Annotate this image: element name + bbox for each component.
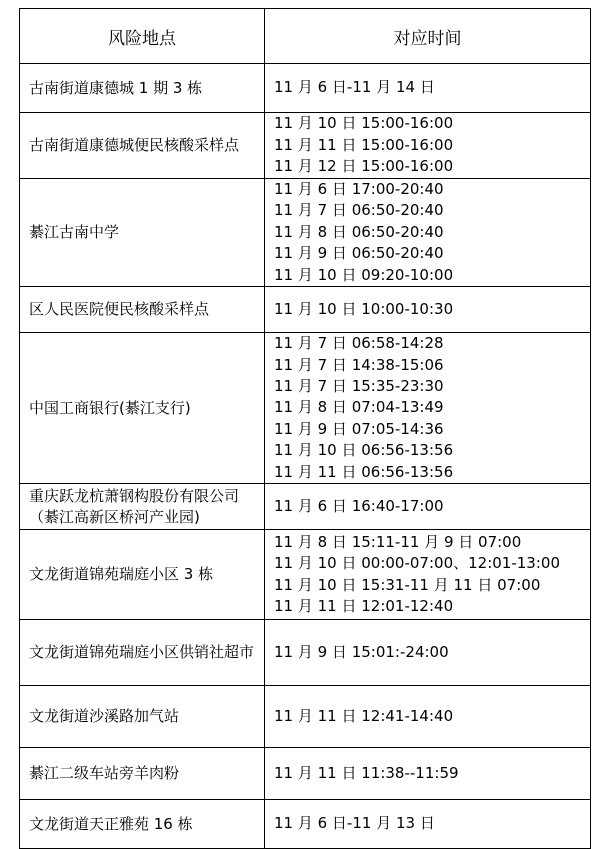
table-row xyxy=(20,686,591,748)
time-entry: 11 月 9 日 15:01:-24:00 xyxy=(274,642,449,661)
header-time: 对应时间 xyxy=(265,9,591,64)
risk-times xyxy=(265,333,591,484)
time-entry: 11 月 6 日-11 月 13 日 xyxy=(274,814,435,833)
risk-place: 重庆跃龙杭萧钢构股份有限公司（綦江高新区桥河产业园) xyxy=(20,484,265,530)
risk-times xyxy=(265,64,591,113)
time-entry: 11 月 11 日 11:38--11:59 xyxy=(274,763,459,782)
time-entry: 11 月 10 日 09:20-10:00 xyxy=(274,265,454,284)
time-entry: 11 月 8 日 15:11-11 月 9 日 07:00 xyxy=(274,532,522,551)
risk-place: 文龙街道锦苑瑞庭小区供销社超市 xyxy=(20,620,265,686)
table-row xyxy=(20,620,591,686)
time-entry: 11 月 8 日 07:04-13:49 xyxy=(274,398,444,417)
time-entry: 11 月 10 日 10:00-10:30 xyxy=(274,299,454,318)
risk-times xyxy=(265,686,591,748)
time-entry: 11 月 7 日 06:58-14:28 xyxy=(274,334,444,353)
header-place: 风险地点 xyxy=(20,9,265,64)
risk-times xyxy=(265,748,591,800)
risk-times xyxy=(265,113,591,179)
risk-place: 文龙街道沙溪路加气站 xyxy=(20,686,265,748)
risk-times xyxy=(265,179,591,287)
risk-times xyxy=(265,620,591,686)
table-row xyxy=(20,64,591,113)
time-entry: 11 月 7 日 06:50-20:40 xyxy=(274,201,444,220)
time-entry: 11 月 11 日 12:41-14:40 xyxy=(274,706,454,725)
time-entry: 11 月 7 日 15:35-23:30 xyxy=(274,376,444,395)
table-row xyxy=(20,530,591,620)
risk-place: 古南街道康德城便民核酸采样点 xyxy=(20,113,265,179)
time-entry: 11 月 6 日 17:00-20:40 xyxy=(274,180,444,198)
time-entry: 11 月 11 日 12:01-12:40 xyxy=(274,596,454,615)
risk-locations-table xyxy=(19,8,591,849)
risk-place: 綦江二级车站旁羊肉粉 xyxy=(20,748,265,800)
risk-times xyxy=(265,800,591,849)
risk-times xyxy=(265,287,591,333)
time-entry: 11 月 6 日 16:40-17:00 xyxy=(274,496,444,515)
time-entry: 11 月 10 日 15:00-16:00 xyxy=(274,114,454,133)
risk-place: 区人民医院便民核酸采样点 xyxy=(20,287,265,333)
time-entry: 11 月 6 日-11 月 14 日 xyxy=(274,78,435,97)
time-entry: 11 月 10 日 00:00-07:00、12:01-13:00 xyxy=(274,554,560,573)
table-row xyxy=(20,113,591,179)
table-row xyxy=(20,800,591,849)
table-row xyxy=(20,179,591,287)
table-row xyxy=(20,287,591,333)
time-entry: 11 月 11 日 15:00-16:00 xyxy=(274,135,454,154)
time-entry: 11 月 12 日 15:00-16:00 xyxy=(274,157,454,176)
table-row xyxy=(20,484,591,530)
risk-place: 綦江古南中学 xyxy=(20,179,265,287)
table-row xyxy=(20,333,591,484)
time-entry: 11 月 11 日 06:56-13:56 xyxy=(274,462,454,481)
risk-place: 中国工商银行(綦江支行) xyxy=(20,333,265,484)
table-row xyxy=(20,748,591,800)
risk-place: 文龙街道天正雅苑 16 栋 xyxy=(20,800,265,849)
time-entry: 11 月 8 日 06:50-20:40 xyxy=(274,222,444,241)
time-entry: 11 月 10 日 15:31-11 月 11 日 07:00 xyxy=(274,575,541,594)
time-entry: 11 月 10 日 06:56-13:56 xyxy=(274,441,454,460)
time-entry: 11 月 9 日 07:05-14:36 xyxy=(274,419,444,438)
risk-place: 古南街道康德城 1 期 3 栋 xyxy=(20,64,265,113)
time-entry: 11 月 9 日 06:50-20:40 xyxy=(274,244,444,263)
risk-times xyxy=(265,484,591,530)
risk-place: 文龙街道锦苑瑞庭小区 3 栋 xyxy=(20,530,265,620)
time-entry: 11 月 7 日 14:38-15:06 xyxy=(274,355,444,374)
risk-times xyxy=(265,530,591,620)
table-header-row xyxy=(20,9,591,64)
